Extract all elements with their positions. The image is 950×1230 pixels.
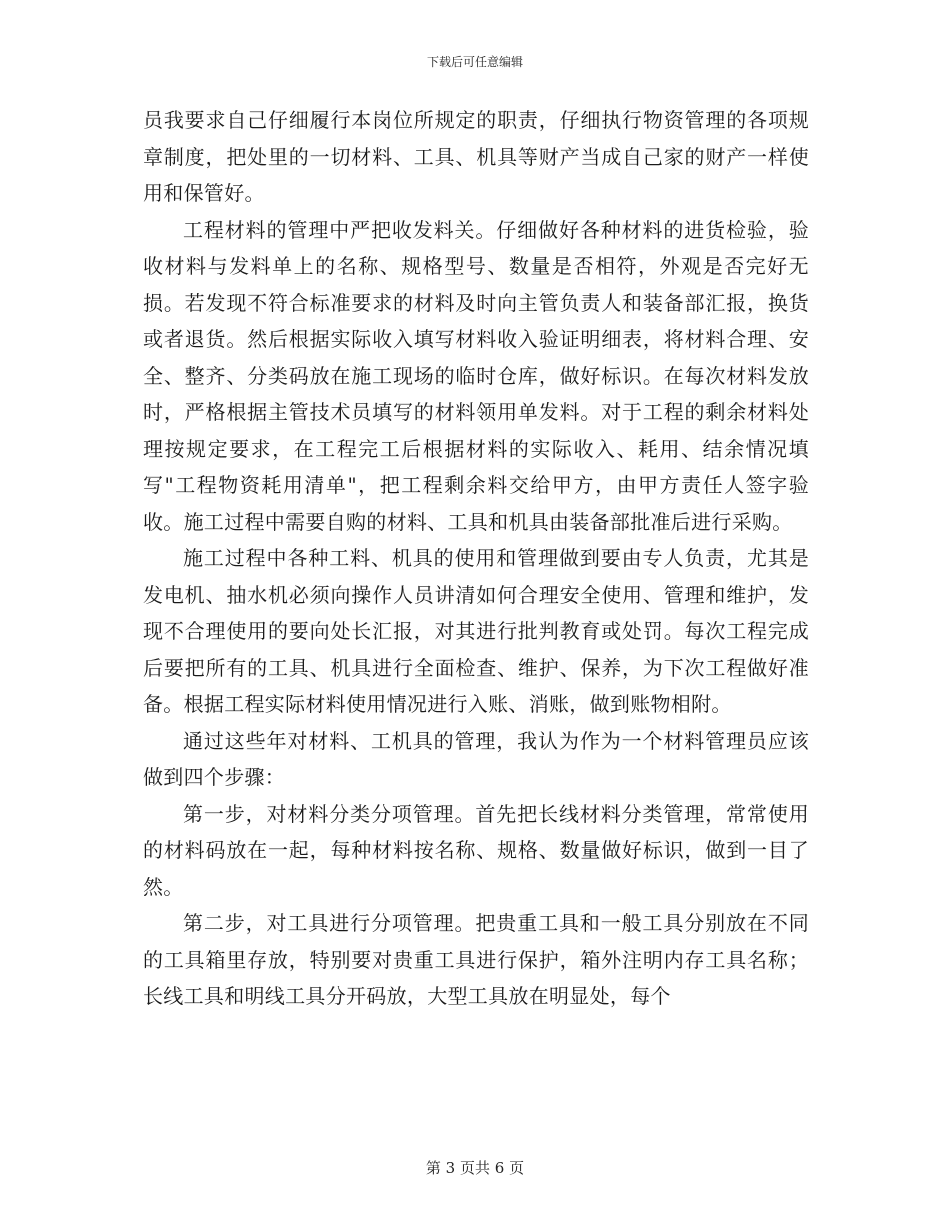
page-header: 下载后可任意编辑 (426, 55, 523, 69)
paragraph-3: 施工过程中各种工料、机具的使用和管理做到要由专人负责，尤其是发电机、抽水机必须向操作人员讲清如何合理安全使用、管理和维护，发现不合理使用的要向处长汇报，对其进行批判教育或处罚。每次工程完成后要把所有的工具、机具进行全面检查、维护、保养，为下次工程做好准备。根据工程实际材料使用情况进行入账、消账，做到账物相附。 (143, 546, 809, 716)
paragraph-5: 第一步，对材料分类分项管理。首先把长线材料分类管理，常常使用的材料码放在一起，每种材料按名称、规格、数量做好标识，做到一目了然。 (143, 801, 809, 899)
document-body (143, 102, 809, 1015)
page-footer: 第 3 页共 6 页 (425, 1159, 525, 1177)
paragraph-1: 员我要求自己仔细履行本岗位所规定的职责，仔细执行物资管理的各项规章制度，把处里的一切材料、工具、机具等财产当成自己家的财产一样使用和保管好。 (143, 108, 809, 205)
paragraph-4: 通过这些年对材料、工机具的管理，我认为作为一个材料管理员应该做到四个步骤： (143, 728, 809, 789)
paragraph-2: 工程材料的管理中严把收发料关。仔细做好各种材料的进货检验，验收材料与发料单上的名称、规格型号、数量是否相符，外观是否完好无损。若发现不符合标准要求的材料及时向主管负责人和装备部汇报，换货或者退货。然后根据实际收入填写材料收入验证明细表，将材料合理、安全、整齐、分类码放在施工现场的临时仓库，做好标识。在每次材料发放时，严格根据主管技术员填写的材料领用单发料。对于工程的剩余材料处理按规定要求，在工程完工后根据材料的实际收入、耗用、结余情况填写"工程物资耗用清单"，把工程剩余料交给甲方，由甲方责任人签字验收。施工过程中需要自购的材料、工具和机具由装备部批准后进行采购。 (143, 217, 809, 534)
paragraph-6: 第二步，对工具进行分项管理。把贵重工具和一般工具分别放在不同的工具箱里存放，特别要对贵重工具进行保护，箱外注明内存工具名称；长线工具和明线工具分开码放，大型工具放在明显处，每个 (143, 911, 809, 1008)
